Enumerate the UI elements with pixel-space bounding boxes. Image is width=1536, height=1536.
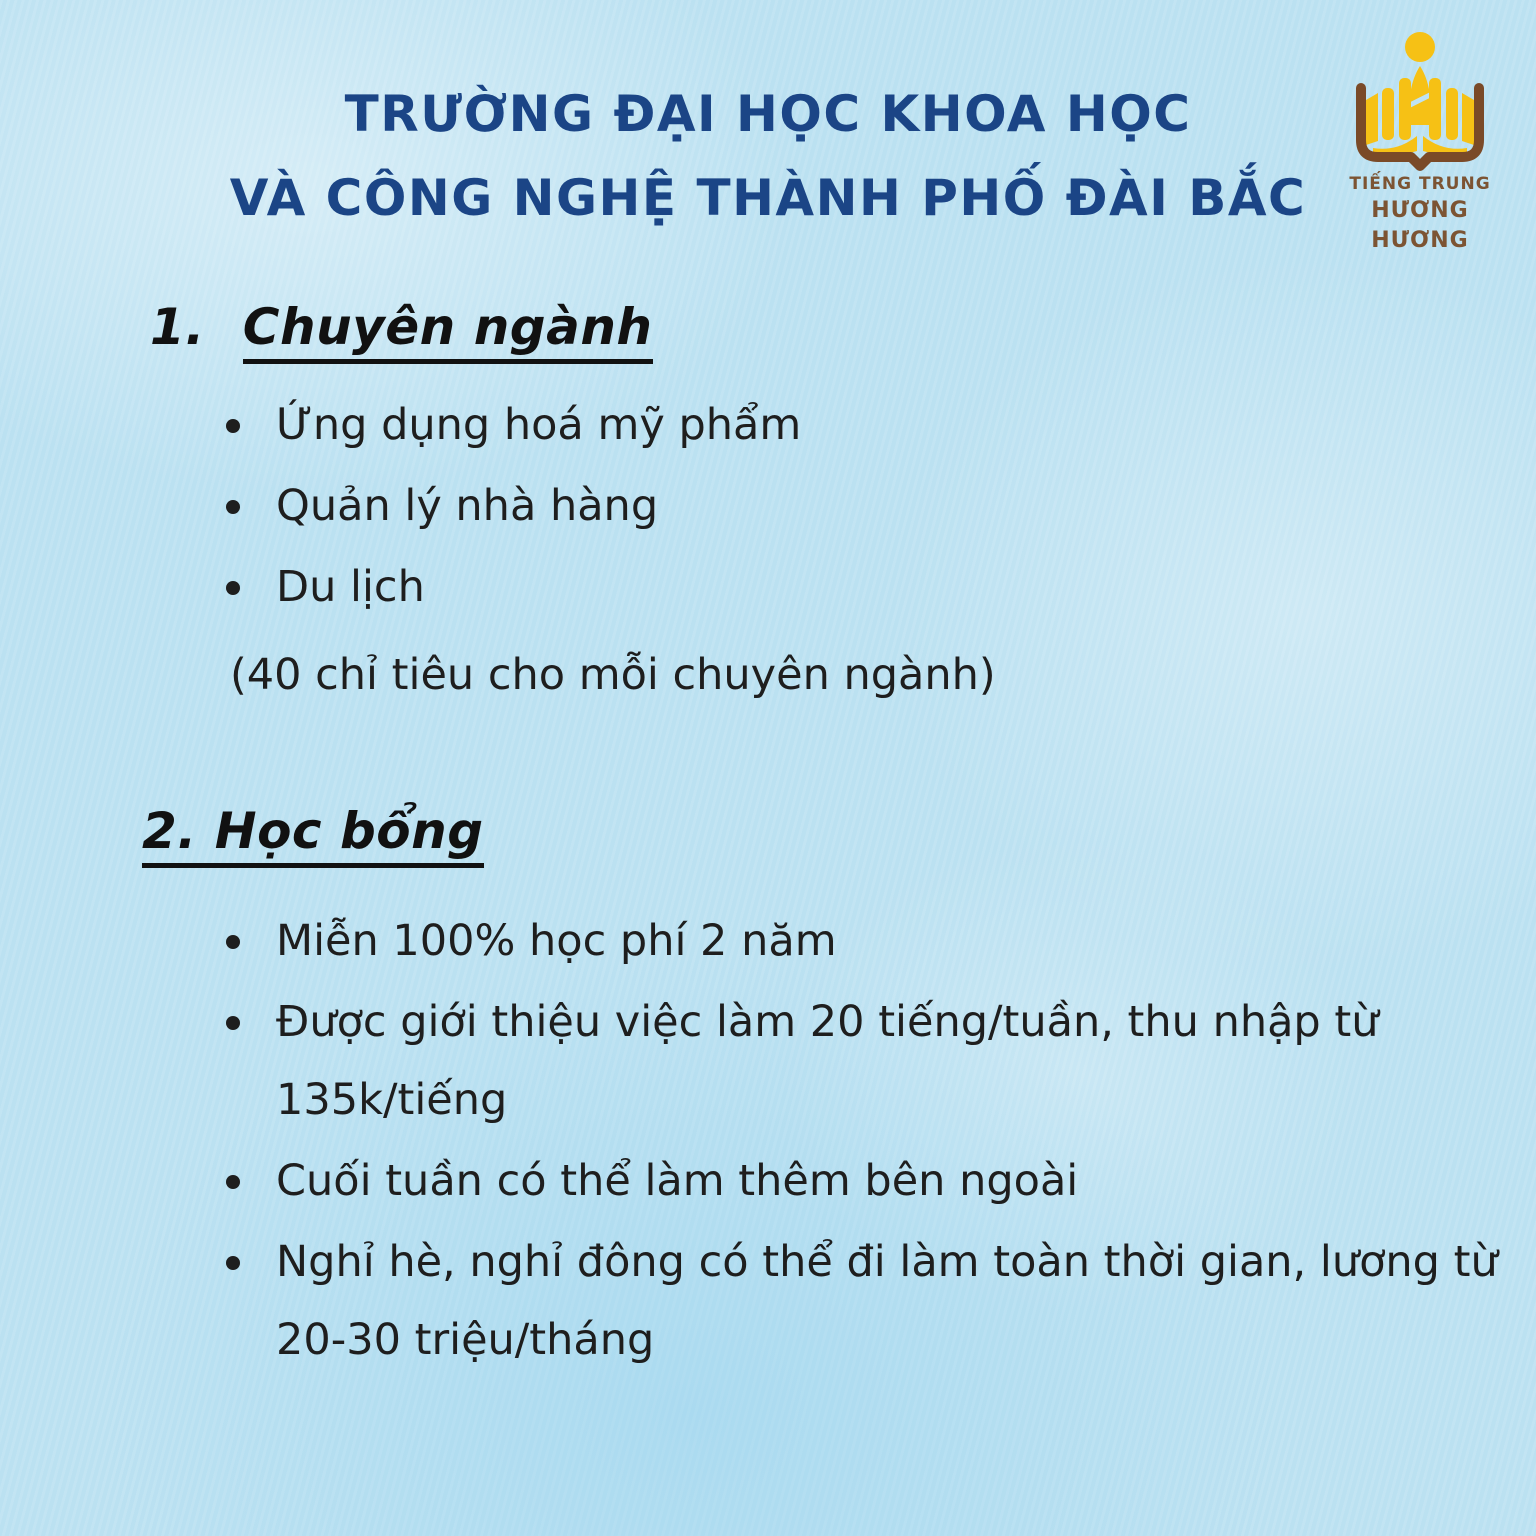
list-item: Nghỉ hè, nghỉ đông có thể đi làm toàn thời gian, lương từ 20-30 triệu/tháng: [220, 1223, 1506, 1379]
title-line-2: VÀ CÔNG NGHỆ THÀNH PHỐ ĐÀI BẮC: [229, 169, 1307, 227]
list-item: Ứng dụng hoá mỹ phẩm: [220, 386, 1506, 464]
section-1-title: Chuyên ngành: [243, 298, 653, 364]
majors-list: [150, 386, 1506, 626]
title-line-1: TRƯỜNG ĐẠI HỌC KHOA HỌC: [344, 85, 1192, 143]
open-book-icon: [1345, 28, 1495, 173]
scholarship-list: [150, 902, 1506, 1379]
list-item: Miễn 100% học phí 2 năm: [220, 902, 1506, 980]
section-2-number: 2.: [142, 802, 197, 860]
section-2-title-text: Học bổng: [214, 802, 484, 860]
brand-logo: [1330, 28, 1510, 255]
section-scholarship: [142, 802, 1506, 1379]
quota-note: (40 chỉ tiêu cho mỗi chuyên ngành): [230, 650, 996, 700]
section-2-title: [142, 802, 484, 868]
list-item: Du lịch: [220, 548, 1506, 626]
logo-text-line2: HƯƠNG HƯƠNG: [1371, 197, 1469, 253]
list-item: Cuối tuần có thể làm thêm bên ngoài: [220, 1142, 1506, 1220]
page-title: [0, 0, 1536, 240]
list-item: Được giới thiệu việc làm 20 tiếng/tuần, thu nhập từ 135k/tiếng: [220, 983, 1506, 1139]
section-majors: [150, 298, 1506, 710]
section-2-heading: [142, 802, 1506, 860]
logo-text: [1330, 173, 1510, 255]
section-1-heading: [150, 298, 1506, 356]
content: [0, 298, 1536, 1379]
logo-text-line1: TIẾNG TRUNG: [1349, 174, 1491, 194]
section-1-number: 1.: [150, 298, 205, 356]
list-item: Quản lý nhà hàng: [220, 467, 1506, 545]
